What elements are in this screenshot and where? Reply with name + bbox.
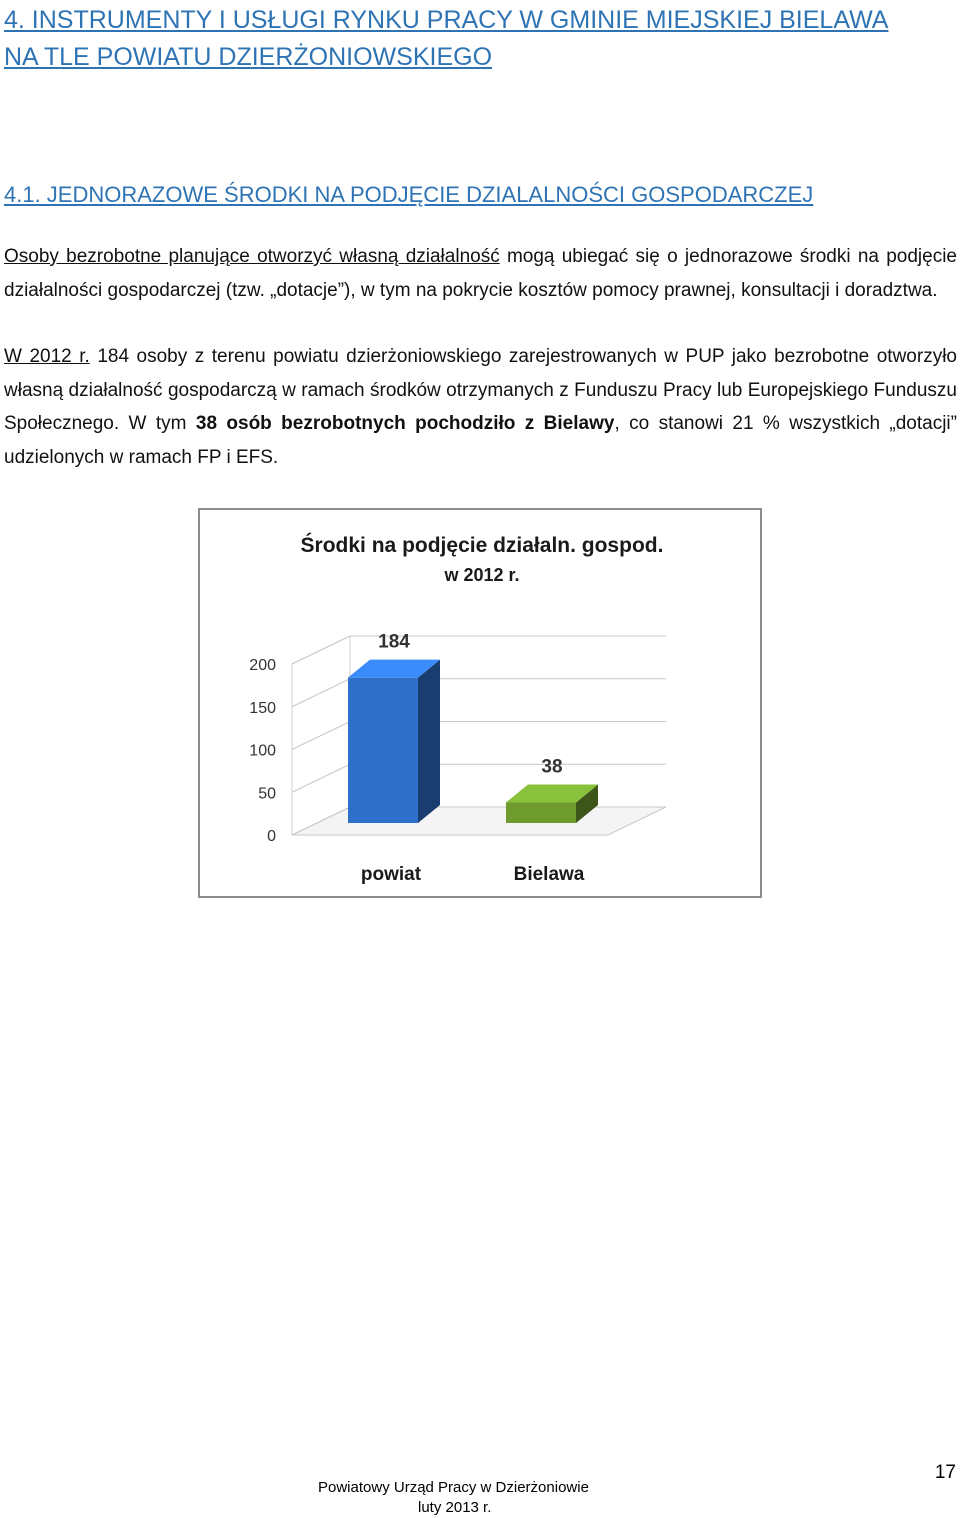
y-tick-label: 150 xyxy=(249,699,276,717)
bar-chart-svg xyxy=(200,510,760,896)
page-number: 17 xyxy=(934,1462,956,1483)
x-tick-label: powiat xyxy=(360,864,422,885)
section-heading xyxy=(4,2,960,76)
bar-bielawa xyxy=(506,803,576,823)
paragraph-stats-year: W 2012 r. xyxy=(4,346,90,367)
subsection-heading-text: 4.1. JEDNORAZOWE ŚRODKI NA PODJĘCIE DZIALALNOŚCI GOSPODARCZEJ xyxy=(4,182,814,207)
section-heading-line1: 4. INSTRUMENTY I USŁUGI RYNKU PRACY W GMINIE MIEJSKIEJ BIELAWA xyxy=(4,6,889,34)
data-label: 38 xyxy=(541,756,563,778)
y-tick-label: 50 xyxy=(258,785,276,803)
bar-powiat xyxy=(348,678,418,823)
subsection-heading xyxy=(4,179,813,211)
paragraph-stats-bold: 38 osób bezrobotnych pochodziło z Bielawy xyxy=(195,413,615,434)
paragraph-stats xyxy=(4,340,957,474)
paragraph-stats-part2: , co stanowi 21 % wszystkich „dotacji” udzielonych w ramach FP i EFS. xyxy=(4,413,957,468)
y-tick-label: 200 xyxy=(249,657,276,674)
section-heading-line2: NA TLE POWIATU DZIERŻONIOWSKIEGO xyxy=(4,43,493,71)
footer-organization: Powiatowy Urząd Pracy w Dzierżoniowie xyxy=(318,1479,589,1496)
data-label: 184 xyxy=(378,631,410,653)
paragraph-intro-underlined: Osoby bezrobotne planujące otworzyć własną działalność xyxy=(4,246,500,267)
x-tick-label: Bielawa xyxy=(513,864,585,885)
y-tick-label: 0 xyxy=(267,828,276,845)
paragraph-stats-part1: 184 osoby z terenu powiatu dzierżoniowskiego zarejestrowanych w PUP jako bezrobotne otworzyło własną działalność gospodarczą w ramach środków otrzymanych z Funduszu Pracy lub Europejskiego Funduszu Społecznego. W tym xyxy=(4,346,957,434)
footer-date: luty 2013 r. xyxy=(418,1499,492,1516)
chart-subtitle: w 2012 r. xyxy=(444,565,520,585)
bar-chart xyxy=(198,508,762,898)
page-footer xyxy=(318,1478,589,1518)
chart-title: Środki na podjęcie działaln. gospod. xyxy=(300,534,664,557)
paragraph-intro-rest: mogą ubiegać się o jednorazowe środki na podjęcie działalności gospodarczej (tzw. „dotacje”), w tym na pokrycie kosztów pomocy prawnej, konsultacji i doradztwa. xyxy=(4,246,958,301)
y-tick-label: 100 xyxy=(249,742,276,760)
bar-side-powiat xyxy=(418,660,440,823)
paragraph-intro xyxy=(4,240,957,307)
